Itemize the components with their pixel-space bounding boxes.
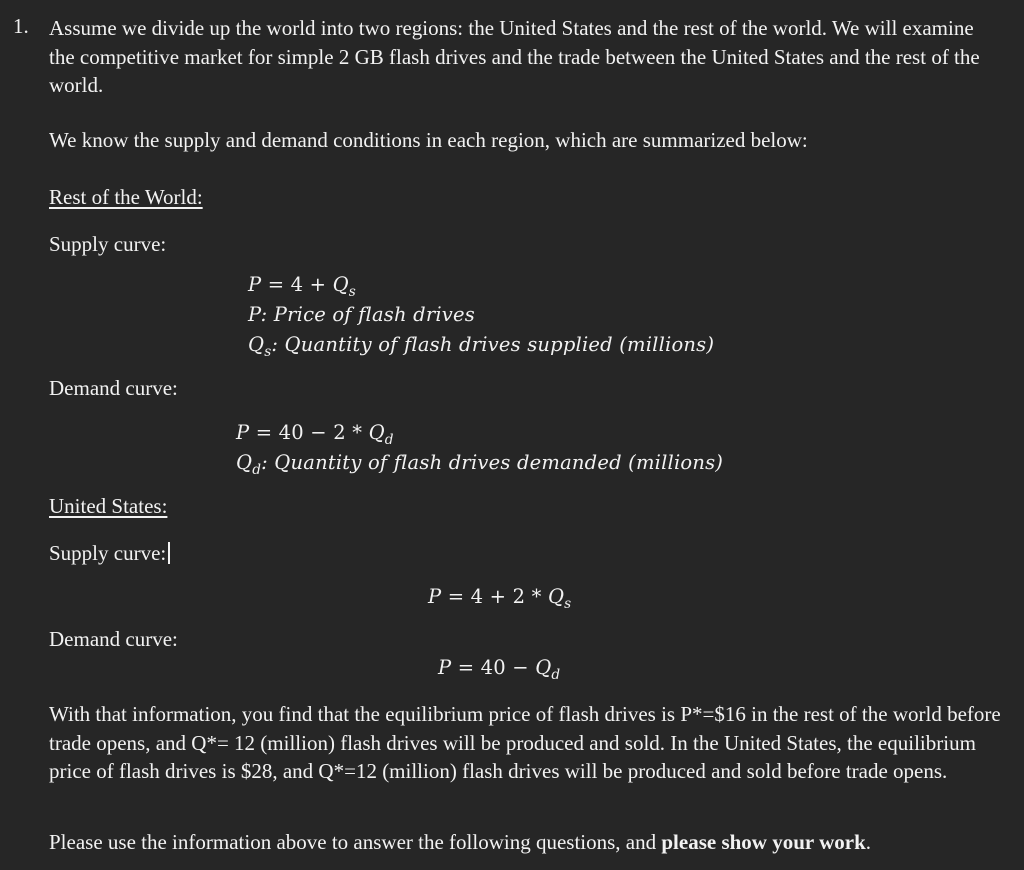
us-supply-label[interactable]: Supply curve:	[49, 541, 170, 566]
question-intro: Assume we divide up the world into two regions: the United States and the rest of the world. We will examine the competitive market for simple 2 GB flash drives and the trade between the United States and the rest of the world.	[49, 16, 980, 97]
us-demand-label: Demand curve:	[49, 627, 178, 651]
row-demand-label: Demand curve:	[49, 376, 178, 400]
row-supply-equation: $P = 4 + Q_s$	[248, 273, 356, 300]
us-demand-equation: $P = 40 - Q_d$	[438, 656, 561, 683]
question-number: 1.	[13, 14, 29, 38]
equilibrium-paragraph: With that information, you find that the equilibrium price of flash drives is P*=$16 in the rest of the world before trade opens, and Q*= 12 (million) flash drives will be produced and sold. In the United States, the equilibrium price of flash drives is $28, and Q*=12 (million) flash drives will be produced and sold before trade opens.	[49, 702, 1001, 783]
row-supply-label: Supply curve:	[49, 232, 167, 256]
summary-line: We know the supply and demand conditions in each region, which are summarized below:	[49, 128, 808, 152]
text-cursor	[168, 542, 170, 564]
us-heading: United States:	[49, 494, 168, 518]
qd-definition: $Q_d$: Quantity of flash drives demanded (millions)	[236, 451, 724, 478]
instruction-bold: please show your work	[661, 830, 866, 854]
qs-definition: $Q_s$: Quantity of flash drives supplied (millions)	[248, 333, 715, 360]
price-definition: P: Price of flash drives	[248, 303, 475, 326]
instruction-line: Please use the information above to answer the following questions, and please show your work.	[49, 830, 872, 854]
row-heading: Rest of the World:	[49, 185, 203, 209]
us-supply-equation: $P = 4 + 2 * Q_s$	[428, 585, 572, 612]
row-demand-equation: $P = 40 - 2 * Q_d$	[236, 421, 394, 448]
